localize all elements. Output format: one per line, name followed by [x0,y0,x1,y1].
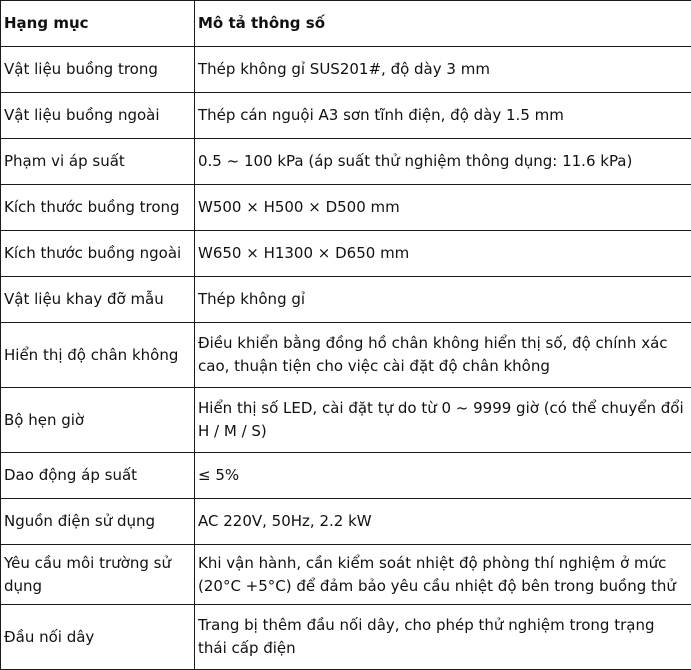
row-item: Nguồn điện sử dụng [1,499,195,545]
row-item: Bộ hẹn giờ [1,388,195,453]
row-description: Thép cán nguội A3 sơn tĩnh điện, độ dày 1.5 mm [195,93,691,139]
row-description: ≤ 5% [195,453,691,499]
table-row [1,605,691,670]
table-row [1,231,691,277]
table-row [1,453,691,499]
header-item: Hạng mục [1,1,195,47]
row-description: 0.5 ~ 100 kPa (áp suất thử nghiệm thông dụng: 11.6 kPa) [195,139,691,185]
row-item: Đầu nối dây [1,605,195,670]
row-item: Vật liệu buồng trong [1,47,195,93]
row-description: W500 × H500 × D500 mm [195,185,691,231]
row-description: W650 × H1300 × D650 mm [195,231,691,277]
header-description: Mô tả thông số [195,1,691,47]
row-description: Điều khiển bằng đồng hồ chân không hiển thị số, độ chính xác cao, thuận tiện cho việc cài đặt độ chân không [195,323,691,388]
table-row [1,499,691,545]
row-item: Dao động áp suất [1,453,195,499]
row-item: Kích thước buồng ngoài [1,231,195,277]
row-item: Vật liệu buồng ngoài [1,93,195,139]
table-row [1,545,691,605]
row-description: Khi vận hành, cần kiểm soát nhiệt độ phòng thí nghiệm ở mức (20°C +5°C) để đảm bảo yêu cầu nhiệt độ bên trong buồng thử [195,545,691,605]
table-row [1,47,691,93]
row-description: Trang bị thêm đầu nối dây, cho phép thử nghiệm trong trạng thái cấp điện [195,605,691,670]
table-row [1,323,691,388]
table-row [1,277,691,323]
table-header-row [1,1,691,47]
row-description: Thép không gỉ SUS201#, độ dày 3 mm [195,47,691,93]
row-description: AC 220V, 50Hz, 2.2 kW [195,499,691,545]
row-description: Thép không gỉ [195,277,691,323]
row-item: Vật liệu khay đỡ mẫu [1,277,195,323]
row-item: Kích thước buồng trong [1,185,195,231]
row-item: Yêu cầu môi trường sử dụng [1,545,195,605]
row-description: Hiển thị số LED, cài đặt tự do từ 0 ~ 9999 giờ (có thể chuyển đổi H / M / S) [195,388,691,453]
table-row [1,388,691,453]
table-row [1,139,691,185]
row-item: Phạm vi áp suất [1,139,195,185]
row-item: Hiển thị độ chân không [1,323,195,388]
table-row [1,185,691,231]
table-row [1,93,691,139]
